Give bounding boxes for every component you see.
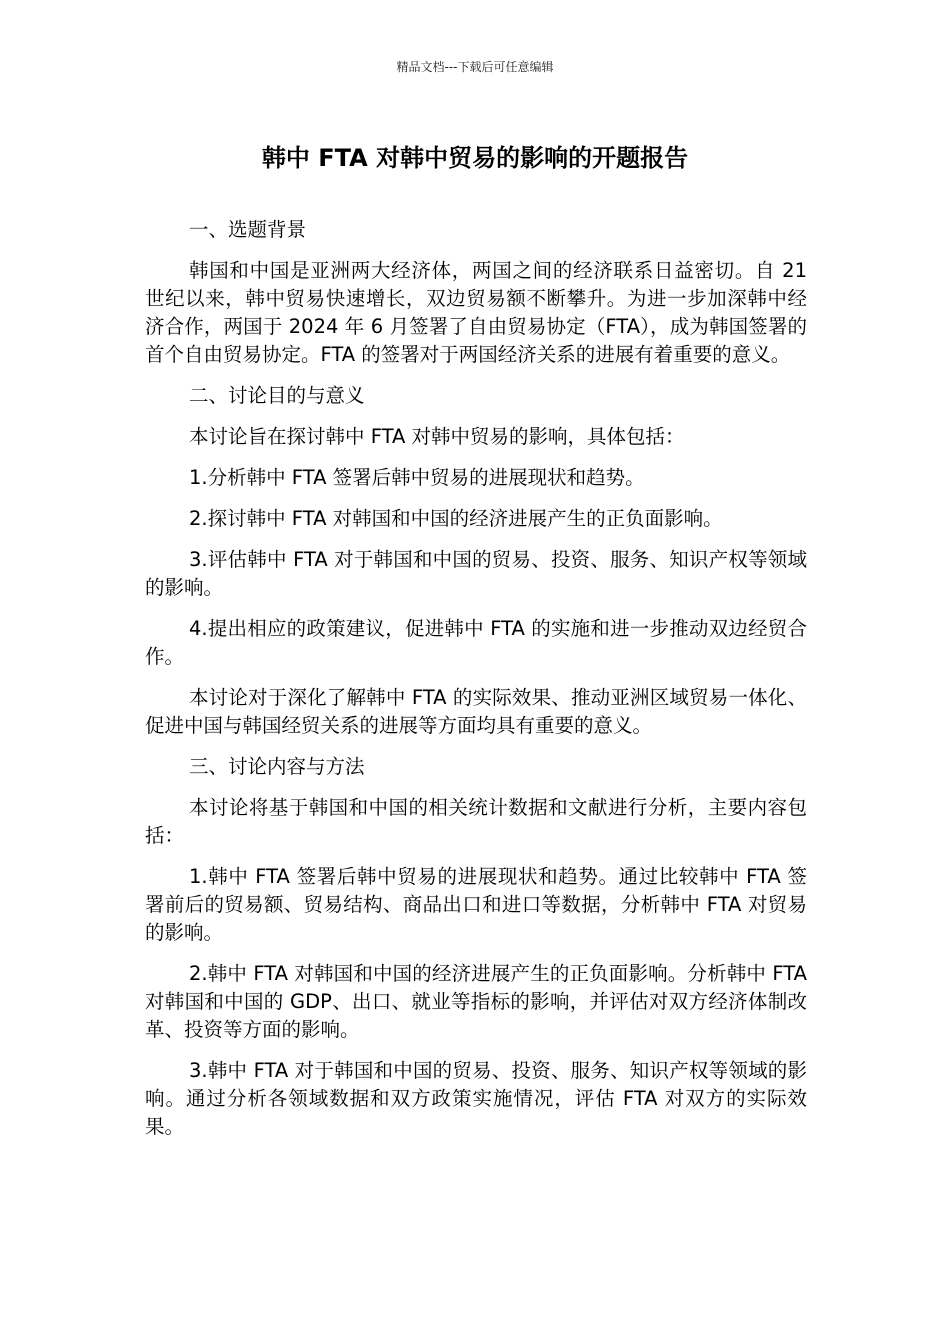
document-body: [145, 216, 807, 1154]
page-header-note: 精品文档---下载后可任意编辑: [396, 60, 554, 74]
document-title: 韩中 FTA 对韩中贸易的影响的开题报告: [261, 144, 689, 172]
paragraph-purpose-intro: 本讨论旨在探讨韩中 FTA 对韩中贸易的影响，具体包括：: [189, 425, 685, 448]
paragraph-significance: 本讨论对于深化了解韩中 FTA 的实际效果、推动亚洲区域贸易一体化、促进中国与韩国经贸关系的进展等方面均具有重要的意义。: [145, 686, 807, 737]
list-item-content-3: 3.韩中 FTA 对于韩国和中国的贸易、投资、服务、知识产权等领域的影响。通过分析各领域数据和双方政策实施情况，评估 FTA 对双方的实际效果。: [145, 1059, 807, 1138]
list-item-content-2: 2.韩中 FTA 对韩国和中国的经济进展产生的正负面影响。分析韩中 FTA 对韩国和中国的 GDP、出口、就业等指标的影响，并评估对双方经济体制改革、投资等方面的影响。: [145, 962, 807, 1041]
list-item-purpose-2: 2.探讨韩中 FTA 对韩国和中国的经济进展产生的正负面影响。: [189, 507, 723, 530]
list-item-purpose-1: 1.分析韩中 FTA 签署后韩中贸易的进展现状和趋势。: [189, 466, 645, 489]
list-item-purpose-4: 4.提出相应的政策建议，促进韩中 FTA 的实施和进一步推动双边经贸合作。: [145, 617, 807, 668]
section-heading-background: 一、选题背景: [189, 218, 307, 241]
section-heading-purpose: 二、讨论目的与意义: [189, 384, 365, 407]
list-item-purpose-3: 3.评估韩中 FTA 对于韩国和中国的贸易、投资、服务、知识产权等领域的影响。: [145, 548, 807, 599]
section-heading-content-method: 三、讨论内容与方法: [189, 755, 365, 778]
paragraph-content-intro: 本讨论将基于韩国和中国的相关统计数据和文献进行分析，主要内容包括：: [145, 796, 807, 847]
paragraph-background: 韩国和中国是亚洲两大经济体，两国之间的经济联系日益密切。自 21 世纪以来，韩中贸易快速增长，双边贸易额不断攀升。为进一步加深韩中经济合作，两国于 2024 年 6 月签署了自由贸易协定（FTA），成为韩国签署的首个自由贸易协定。FTA 的签署对于两国经济关系的进展有着重要的意义。: [145, 259, 807, 366]
list-item-content-1: 1.韩中 FTA 签署后韩中贸易的进展现状和趋势。通过比较韩中 FTA 签署前后的贸易额、贸易结构、商品出口和进口等数据，分析韩中 FTA 对贸易的影响。: [145, 865, 807, 944]
